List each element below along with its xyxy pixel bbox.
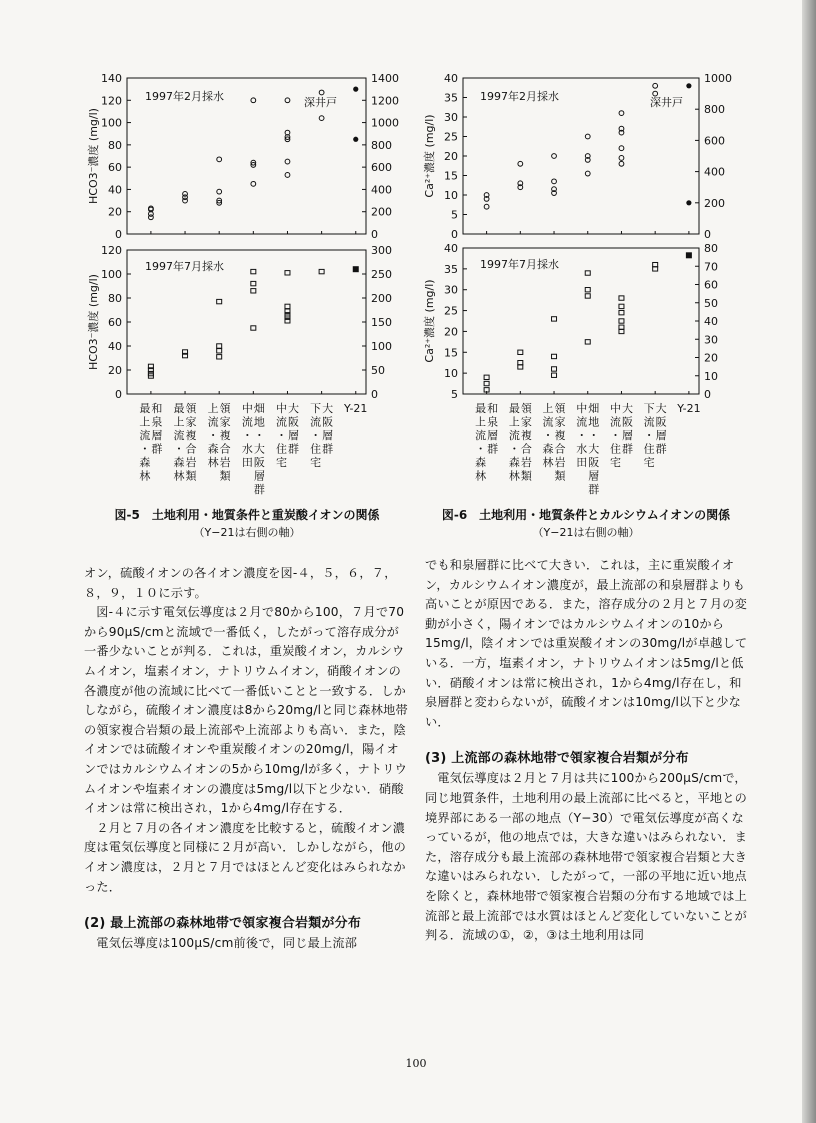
c3-point	[552, 354, 557, 358]
c0-ytick-label: 40	[108, 183, 122, 197]
c2-point	[217, 299, 222, 303]
x-label-right-char: 森	[475, 456, 487, 469]
c0-series-label: 深井戸	[304, 96, 337, 109]
c2-y2tick-label: 150	[371, 316, 392, 329]
x-label-left-char: 家	[219, 415, 231, 429]
x-label-left-char: ・	[275, 429, 287, 442]
x-label-left-char: 森	[173, 456, 185, 469]
x-label-left-char: 宅	[310, 456, 322, 469]
c0-y2tick-label: 1200	[371, 94, 399, 108]
x-label-right-char: 合	[554, 442, 566, 456]
c0-ytick-label: 120	[101, 94, 122, 108]
c3-y2tick-label: 70	[704, 260, 718, 274]
x-label-right-char: 領	[520, 402, 532, 415]
c3-point	[484, 375, 489, 379]
x-label-left-char: 地	[253, 415, 265, 429]
c2-point	[251, 289, 256, 293]
x-label-right-char: ・	[475, 442, 487, 456]
chart-hco3-jul	[86, 244, 392, 401]
x-label-left-char: 上	[207, 402, 219, 415]
x-label-right-y21: Y-21	[677, 402, 701, 415]
c0-point-y21	[353, 137, 358, 142]
c0-point	[285, 98, 290, 103]
c0-ytick-label: 60	[108, 161, 122, 175]
c1-y2tick-label: 600	[704, 134, 725, 148]
c3-point	[619, 319, 624, 323]
c3-ytick-label: 20	[444, 325, 458, 339]
fig5-caption: 図-5 土地利用・地質条件と重炭酸イオンの関係	[114, 508, 380, 522]
c2-ytick-label: 60	[108, 316, 122, 329]
x-label-left-char: 類	[185, 469, 197, 483]
c3-point	[585, 340, 590, 344]
chart-ca-feb	[422, 72, 732, 241]
x-label-left-char: 複	[185, 429, 197, 442]
c1-y2tick-label: 0	[704, 228, 711, 241]
c3-point	[518, 350, 523, 354]
c3-point	[552, 317, 557, 321]
x-label-left-char: 流	[241, 415, 253, 429]
x-label-right-char: 大	[621, 402, 633, 415]
x-label-left-char: 畑	[253, 402, 265, 415]
c1-y2tick-label: 800	[704, 103, 725, 117]
x-label-left-char: ・	[173, 442, 185, 456]
x-label-left-char: 阪	[287, 415, 299, 429]
x-label-left-char: 阪	[253, 456, 265, 469]
x-label-right-char: 岩	[554, 456, 566, 469]
c2-point	[217, 349, 222, 353]
c2-point	[319, 269, 324, 273]
x-label-left-char: 中	[275, 402, 287, 415]
c3-point	[585, 271, 590, 275]
x-label-left-char: 宅	[275, 456, 287, 469]
c2-point-y21	[353, 266, 359, 272]
x-label-right-char: ・	[576, 429, 588, 442]
c0-point	[319, 116, 324, 121]
c3-y2tick-label: 10	[704, 369, 718, 383]
c2-y2tick-label: 250	[371, 268, 392, 281]
x-label-right-char: 林	[508, 469, 520, 483]
x-label-right-char: 阪	[621, 415, 633, 429]
x-label-left-char: 群	[287, 442, 299, 456]
x-label-left-char: 大	[253, 442, 265, 456]
chart-ca-jul	[422, 242, 718, 401]
c3-point-y21	[686, 252, 692, 258]
x-label-right-char: 住	[643, 442, 655, 456]
x-label-left-char: 大	[287, 402, 299, 415]
c2-ytick-label: 80	[108, 292, 122, 305]
x-label-right-char: 最	[475, 402, 487, 415]
c2-point	[251, 326, 256, 330]
x-label-right-char: ・	[508, 442, 520, 456]
c0-y2tick-label: 1000	[371, 116, 399, 130]
c3-annotation: 1997年7月採水	[480, 258, 559, 271]
c3-ytick-label: 10	[444, 367, 458, 381]
c1-ytick-label: 25	[444, 130, 458, 144]
right-column	[425, 556, 750, 946]
c1-ytick-label: 10	[444, 189, 458, 202]
x-label-right-char: 複	[520, 429, 532, 442]
c1-ytick-label: 5	[451, 208, 458, 222]
x-label-right-char: 上	[508, 415, 520, 429]
c2-ytick-label: 40	[108, 340, 122, 353]
x-label-right-char: 上	[475, 415, 487, 429]
c1-series-label: 深井戸	[650, 96, 683, 109]
x-label-right-char: 群	[588, 483, 600, 496]
x-label-left-char: 群	[253, 483, 265, 496]
x-label-left-char: 層	[151, 429, 163, 442]
x-label-right-char: 層	[588, 469, 600, 483]
c0-point	[183, 198, 188, 203]
x-label-left-char: 泉	[151, 415, 163, 429]
x-label-right-char: 流	[542, 415, 554, 429]
c3-point	[552, 373, 557, 377]
x-label-left-char: 和	[151, 402, 163, 415]
x-label-left-char: 森	[139, 456, 151, 469]
x-label-left-char: 複	[219, 429, 231, 442]
x-label-right-char: 住	[609, 442, 621, 456]
c0-annotation: 1997年2月採水	[145, 90, 224, 103]
x-label-right-char: 和	[487, 402, 499, 415]
x-label-left-char: 林	[173, 469, 185, 483]
x-label-right-char: 畑	[588, 402, 600, 415]
c0-y2tick-label: 0	[371, 228, 378, 241]
c0-point	[319, 90, 324, 95]
x-label-right-char: 宅	[609, 456, 621, 469]
c2-ytick-label: 20	[108, 364, 122, 377]
x-label-left-char: 上	[139, 415, 151, 429]
x-label-left-char: 領	[219, 402, 231, 415]
c3-point	[619, 310, 624, 314]
c1-annotation: 1997年2月採水	[480, 90, 559, 103]
x-label-right-char: 泉	[487, 415, 499, 429]
x-label-left-char: 中	[241, 402, 253, 415]
x-label-right-char: 類	[554, 469, 566, 483]
c3-y2tick-label: 60	[704, 278, 718, 292]
x-label-right-char: 阪	[655, 415, 667, 429]
c2-y2tick-label: 100	[371, 340, 392, 353]
c0-y2tick-label: 600	[371, 161, 392, 175]
c1-point	[653, 83, 658, 88]
x-label-right-char: ・	[643, 429, 655, 442]
x-label-right-char: 類	[520, 469, 532, 483]
c2-y2tick-label: 300	[371, 244, 392, 257]
paragraph-gap	[425, 732, 750, 742]
page-number: 100	[405, 1057, 427, 1070]
c3-ytick-label: 15	[444, 346, 458, 360]
c1-point	[552, 154, 557, 159]
c1-y2tick-label: 200	[704, 196, 725, 210]
x-label-right-char: 森	[542, 442, 554, 456]
c3-point	[619, 304, 624, 308]
c2-point	[251, 269, 256, 273]
c1-ytick-label: 15	[444, 169, 458, 183]
c3-point	[552, 367, 557, 371]
x-label-right-char: 流	[508, 429, 520, 442]
x-label-left-char: 下	[310, 402, 322, 415]
x-label-left-char: 水	[241, 442, 253, 456]
x-label-left-char: 林	[139, 469, 151, 483]
x-label-left-char: 家	[185, 415, 197, 429]
c0-ytick-label: 140	[101, 72, 122, 85]
body-paragraph: オン，硫酸イオンの各イオン濃度を図-４，５，６，７，８，９，１０に示す。	[84, 566, 397, 600]
c0-point	[217, 157, 222, 162]
c1-y2tick-label: 1000	[704, 72, 732, 85]
x-label-right-char: 流	[643, 415, 655, 429]
c2-point	[217, 355, 222, 359]
c3-point	[619, 296, 624, 300]
c1-point	[585, 134, 590, 139]
c3-ytick-label: 5	[451, 388, 458, 401]
c3-point	[585, 294, 590, 298]
x-label-right-char: 流	[576, 415, 588, 429]
x-label-left-char: 群	[322, 442, 334, 456]
c2-ytick-label: 100	[101, 268, 122, 281]
x-label-left-char: 田	[241, 456, 253, 469]
c2-annotation: 1997年7月採水	[145, 260, 224, 273]
x-label-right-char: 阪	[588, 456, 600, 469]
x-label-left-char: 住	[310, 442, 322, 456]
c0-y2tick-label: 1400	[371, 72, 399, 85]
c3-y2tick-label: 80	[704, 242, 718, 255]
x-labels-right	[475, 401, 700, 496]
x-label-left-char: 群	[151, 442, 163, 456]
x-label-right-char: 合	[520, 442, 532, 456]
x-label-right-char: 林	[542, 456, 554, 469]
c2-point	[285, 304, 290, 308]
x-label-right-char: 岩	[520, 456, 532, 469]
c0-point	[149, 215, 154, 220]
c3-ytick-label: 30	[444, 283, 458, 297]
x-label-right-char: 中	[609, 402, 621, 415]
x-label-right-char: 層	[655, 429, 667, 442]
c1-point	[585, 171, 590, 176]
x-label-right-char: 流	[609, 415, 621, 429]
x-label-left-char: 阪	[322, 415, 334, 429]
body-paragraph: 電気伝導度は２月と７月は共に100から200μS/cmで，同じ地質条件，土地利用の最上流部に比べると，平地との境界部にある一部の地点（Y−30）で電気伝導度が高くなっているが，他の地点では，大きな違いはみられない．また，溶存成分も最上流部の森林地帯で領家複合岩類と大きな違いはみられない．したがって，一部の平地に近い地点を除くと，森林地帯で領家複合岩類の分布する地域では上流部と最上流部では水質はほとんど変化していないことが判る．流域の①，②，③は土地利用は同	[425, 771, 748, 943]
x-label-right-char: 最	[508, 402, 520, 415]
x-label-left-char: 領	[185, 402, 197, 415]
c1-point	[619, 156, 624, 161]
x-label-right-char: 流	[475, 429, 487, 442]
c1-point	[518, 161, 523, 166]
x-label-left-char: ・	[310, 429, 322, 442]
fig6-subcaption: （Y−21は右側の軸）	[532, 526, 640, 539]
x-label-left-char: ・	[241, 429, 253, 442]
x-label-left-char: 合	[219, 442, 231, 456]
x-label-left-char: 流	[173, 429, 185, 442]
section-heading: (2) 最上流部の森林地帯で領家複合岩類が分布	[84, 916, 362, 932]
c3-y2tick-label: 0	[704, 388, 711, 401]
c3-ylabel: Ca²⁺濃度 (mg/l)	[423, 279, 436, 363]
x-label-left-char: 岩	[185, 456, 197, 469]
x-label-right-char: 群	[655, 442, 667, 456]
x-label-left-char: 類	[219, 469, 231, 483]
x-label-left-char: ・	[139, 442, 151, 456]
x-label-left-char: 林	[207, 456, 219, 469]
chart-hco3-feb	[86, 72, 399, 241]
x-label-right-char: 家	[554, 415, 566, 429]
x-label-left-char: ・	[207, 429, 219, 442]
c2-y2tick-label: 0	[371, 388, 378, 401]
x-label-right-char: 層	[621, 429, 633, 442]
x-label-right-char: 領	[554, 402, 566, 415]
c0-y2tick-label: 200	[371, 205, 392, 219]
x-label-left-char: 流	[310, 415, 322, 429]
x-label-right-char: 大	[588, 442, 600, 456]
c2-point	[217, 344, 222, 348]
x-labels-left	[139, 401, 367, 496]
x-label-left-char: ・	[253, 429, 265, 442]
c0-point	[251, 181, 256, 186]
x-label-right-char: 宅	[643, 456, 655, 469]
x-label-left-char: 大	[322, 402, 334, 415]
x-label-right-char: ・	[588, 429, 600, 442]
c1-y2tick-label: 400	[704, 165, 725, 179]
c1-ylabel: Ca²⁺濃度 (mg/l)	[423, 114, 436, 198]
c0-point	[217, 189, 222, 194]
c1-ytick-label: 40	[444, 72, 458, 85]
x-label-left-char: 森	[207, 442, 219, 456]
c3-point	[484, 381, 489, 385]
fig5-subcaption: （Y−21は右側の軸）	[193, 526, 301, 539]
fig6-caption: 図-6 土地利用・地質条件とカルシウムイオンの関係	[441, 508, 731, 522]
x-label-left-char: 最	[139, 402, 151, 415]
x-label-right-char: ・	[542, 429, 554, 442]
c0-ytick-label: 100	[101, 116, 122, 130]
c3-point	[585, 288, 590, 292]
x-label-right-char: 森	[508, 456, 520, 469]
c0-point	[285, 173, 290, 178]
c2-y2tick-label: 200	[371, 292, 392, 305]
x-label-left-char: 最	[173, 402, 185, 415]
c1-point	[552, 179, 557, 184]
x-label-right-char: 水	[576, 442, 588, 456]
x-label-left-char: 流	[207, 415, 219, 429]
c2-ytick-label: 0	[115, 388, 122, 401]
x-label-right-char: 上	[542, 402, 554, 415]
c0-ytick-label: 20	[108, 205, 122, 219]
x-label-right-char: 大	[655, 402, 667, 415]
x-label-left-char: 住	[275, 442, 287, 456]
section-heading: (3) 上流部の森林地帯で領家複合岩類が分布	[425, 751, 689, 767]
x-label-right-char: ・	[609, 429, 621, 442]
c0-ytick-label: 80	[108, 138, 122, 152]
x-label-right-char: 家	[520, 415, 532, 429]
figures	[0, 0, 816, 560]
c0-ytick-label: 0	[115, 228, 122, 241]
left-column	[84, 564, 409, 954]
c0-point-y21	[353, 87, 358, 92]
c2-ylabel: HCO3⁻濃度 (mg/l)	[87, 274, 100, 370]
c1-ytick-label: 20	[444, 150, 458, 163]
c0-point	[251, 98, 256, 103]
c2-ytick-label: 120	[101, 244, 122, 257]
c3-ytick-label: 40	[444, 242, 458, 255]
x-label-left-char: 層	[253, 469, 265, 483]
c3-y2tick-label: 40	[704, 315, 718, 328]
c1-ytick-label: 35	[444, 91, 458, 105]
body-paragraph: 電気伝導度は100μS/cm前後で，同じ最上流部	[96, 936, 358, 951]
x-label-right-char: 複	[554, 429, 566, 442]
c0-y2tick-label: 400	[371, 183, 392, 197]
x-label-left-char: 岩	[219, 456, 231, 469]
x-label-left-y21: Y-21	[344, 402, 368, 415]
c1-point	[484, 204, 489, 209]
x-label-right-char: 群	[487, 442, 499, 456]
c2-point	[285, 271, 290, 275]
body-paragraph: 図-４に示す電気伝導度は２月で80から100，７月で70から90μS/cmと流域で一番低く，したがって溶存成分が一番少ないことが判る．これは，重炭酸イオン，カルシウムイオン，塩素イオン，ナトリウムイオン，硝酸イオンの各濃度が他の流域に比べて一番低いことと一致する．しかしながら，硫酸イオン濃度は8から20mg/lと同じ森林地帯の領家複合岩類の最上流部や上流部よりも高い．また，陰イオンでは硫酸イオンや重炭酸イオンの20mg/l，陽イオンではカルシウムイオンの5から10mg/lが多く，ナトリウムイオンや塩素イオンの濃度は5mg/l以下と少ない．硝酸イオンは常に検出され，1から4mg/l存在する．	[84, 605, 408, 816]
c1-point-y21	[686, 83, 691, 88]
x-label-right-char: 群	[621, 442, 633, 456]
body-paragraph: ２月と７月の各イオン濃度を比較すると，硫酸イオン濃度は電気伝導度と同様に２月が高い．しかしながら，他のイオン濃度は，２月と７月ではほとんど変化はみられなかった．	[84, 820, 407, 894]
c1-point	[619, 161, 624, 166]
x-label-left-char: 層	[322, 429, 334, 442]
x-label-right-char: 地	[588, 415, 600, 429]
c3-y2tick-label: 30	[704, 333, 718, 347]
c0-y2tick-label: 800	[371, 138, 392, 152]
c3-y2tick-label: 50	[704, 296, 718, 310]
c0-ylabel: HCO3⁻濃度 (mg/l)	[87, 108, 100, 204]
c2-y2tick-label: 50	[371, 364, 385, 377]
c3-ytick-label: 25	[444, 304, 458, 318]
c3-y2tick-label: 20	[704, 351, 718, 365]
c1-ytick-label: 0	[451, 228, 458, 241]
x-label-left-char: 流	[139, 429, 151, 442]
x-label-left-char: 層	[287, 429, 299, 442]
x-label-right-char: 層	[487, 429, 499, 442]
x-label-left-char: 上	[173, 415, 185, 429]
x-label-left-char: 流	[275, 415, 287, 429]
c1-point	[619, 111, 624, 116]
c1-point	[619, 146, 624, 151]
c1-point-y21	[686, 200, 691, 205]
paragraph-gap	[84, 897, 409, 907]
c2-point	[251, 281, 256, 285]
x-label-left-char: 合	[185, 442, 197, 456]
body-paragraph: でも和泉層群に比べて大きい．これは，主に重炭酸イオン，カルシウムイオン濃度が，最上流部の和泉層群よりも高いことが原因である．また，溶存成分の２月と７月の変動が小さく，陽イオンではカルシウムイオンの10から15mg/l，陰イオンでは重炭酸イオンの30mg/lが卓越している．一方，塩素イオン，ナトリウムイオンは5mg/lと低い．硝酸イオンは常に検出され，1から4mg/l存在し，和泉層群と変わらないが，硫酸イオンは10mg/l以下と少ない．	[425, 558, 748, 729]
x-label-right-char: 田	[576, 456, 588, 469]
c0-point	[285, 159, 290, 164]
c1-ytick-label: 30	[444, 111, 458, 124]
x-label-right-char: 中	[576, 402, 588, 415]
c3-ytick-label: 35	[444, 262, 458, 276]
x-label-right-char: 下	[643, 402, 655, 415]
x-label-right-char: 林	[475, 469, 487, 483]
